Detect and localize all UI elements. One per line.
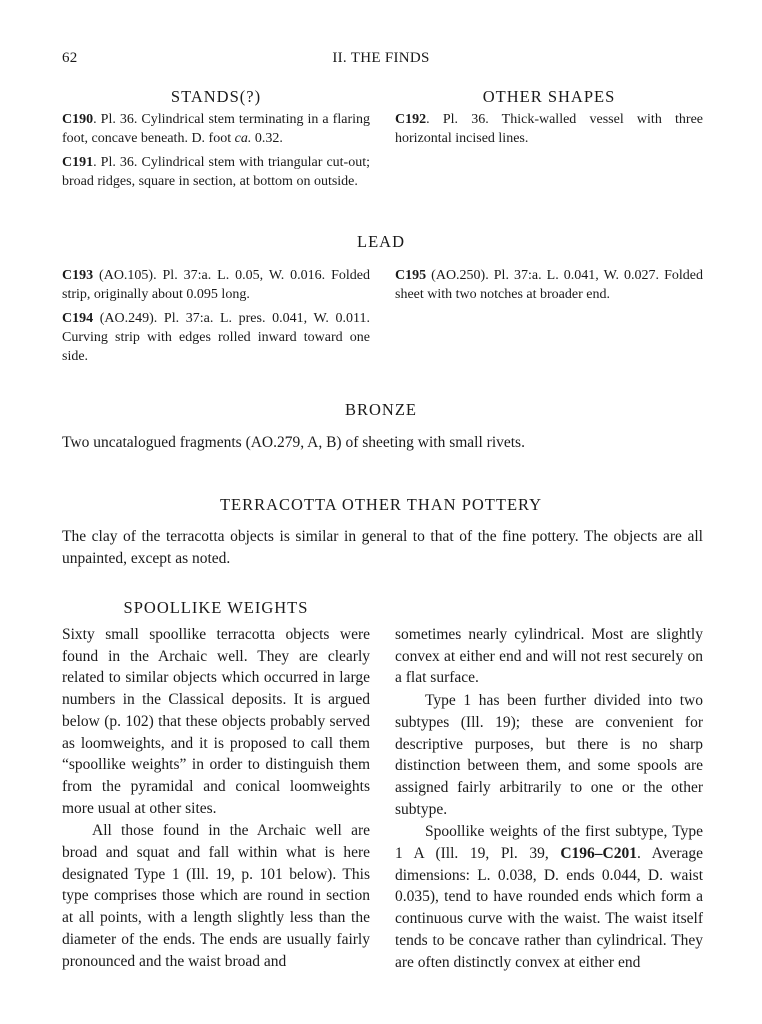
stands-entries	[62, 110, 370, 196]
paragraph: Type 1 has been further divided into two subtypes (Ill. 19); these are convenient for descriptive purposes, but there is no sharp distinction between them, and some spools are assigned fairly arbitrarily to one or the other subtype.	[395, 692, 703, 818]
paragraph: Sixty small spoollike terracotta objects were found in the Archaic well. They are clearly related to similar objects which occurred in large numbers in the Classical deposits. It is argued below (p. 102) that these objects probably served as loomweights, and it is proposed to call them “spoollike weights” in order to distinguish them from the pyramidal and conical loomweights more usual at other sites.	[62, 626, 370, 817]
paragraph: sometimes nearly cylindrical. Most are slightly convex at either end and will not rest securely on a flat surface.	[395, 626, 703, 687]
catalog-id: C192	[395, 112, 427, 127]
page-number: 62	[62, 50, 78, 66]
spoollike-column-left	[62, 624, 370, 972]
bronze-heading: BRONZE	[345, 400, 417, 419]
catalog-id: C190	[62, 112, 94, 127]
catalog-entry-c192: C192. Pl. 36. Thick-walled vessel with three horizontal incised lines.	[395, 112, 703, 146]
paragraph: Spoollike weights of the first subtype, Type 1 A (Ill. 19, Pl. 39, C196–C201. Average dimensions: L. 0.038, D. ends 0.044, D. waist 0.035), tend to have rounded ends which form a continuous curve with the waist. The waist itself tends to be concave rather than cylindrical. They are often distinctly convex at either end	[395, 823, 703, 971]
other-shapes-entries	[395, 110, 703, 153]
other-shapes-heading: OTHER SHAPES	[482, 87, 616, 106]
lead-entries-left	[62, 266, 370, 371]
catalog-entry-c193: C193 (AO.105). Pl. 37:a. L. 0.05, W. 0.016. Folded strip, originally about 0.095 long.	[62, 268, 370, 302]
catalog-id: C193	[62, 268, 94, 283]
terracotta-heading: TERRACOTTA OTHER THAN POTTERY	[219, 495, 543, 514]
lead-entries-right	[395, 266, 703, 309]
spoollike-heading: SPOOLLIKE WEIGHTS	[123, 598, 309, 617]
catalog-entry-c195: C195 (AO.250). Pl. 37:a. L. 0.041, W. 0.027. Folded sheet with two notches at broader end.	[395, 268, 703, 302]
catalog-id: C195	[395, 268, 427, 283]
catalog-entry-c191: C191. Pl. 36. Cylindrical stem with triangular cut-out; broad ridges, square in section, at bottom on outside.	[62, 155, 370, 189]
running-title: II. THE FINDS	[332, 50, 430, 66]
spoollike-column-right	[395, 624, 703, 973]
paragraph: All those found in the Archaic well are broad and squat and fall within what is here designated Type 1 (Ill. 19, p. 101 below). This type comprises those which are round in section at all points, with a length slightly less than the diameter of the ends. The ends are usually fairly pronounced and the waist broad and	[62, 822, 370, 970]
terracotta-intro: The clay of the terracotta objects is similar in general to that of the fine pottery. The objects are all unpainted, except as noted.	[62, 528, 703, 567]
catalog-entry-c194: C194 (AO.249). Pl. 37:a. L. pres. 0.041, W. 0.011. Curving strip with edges rolled inward toward one side.	[62, 311, 370, 364]
catalog-entry-c190: C190. Pl. 36. Cylindrical stem terminating in a flaring foot, concave beneath. D. foot ca. 0.32.	[62, 112, 370, 146]
bronze-text: Two uncatalogued fragments (AO.279, A, B) of sheeting with small rivets.	[62, 434, 525, 451]
lead-heading: LEAD	[357, 232, 405, 251]
stands-heading: STANDS(?)	[170, 87, 262, 106]
catalog-id: C191	[62, 155, 94, 170]
catalog-ref: C196–C201	[560, 845, 637, 863]
catalog-id: C194	[62, 311, 94, 326]
